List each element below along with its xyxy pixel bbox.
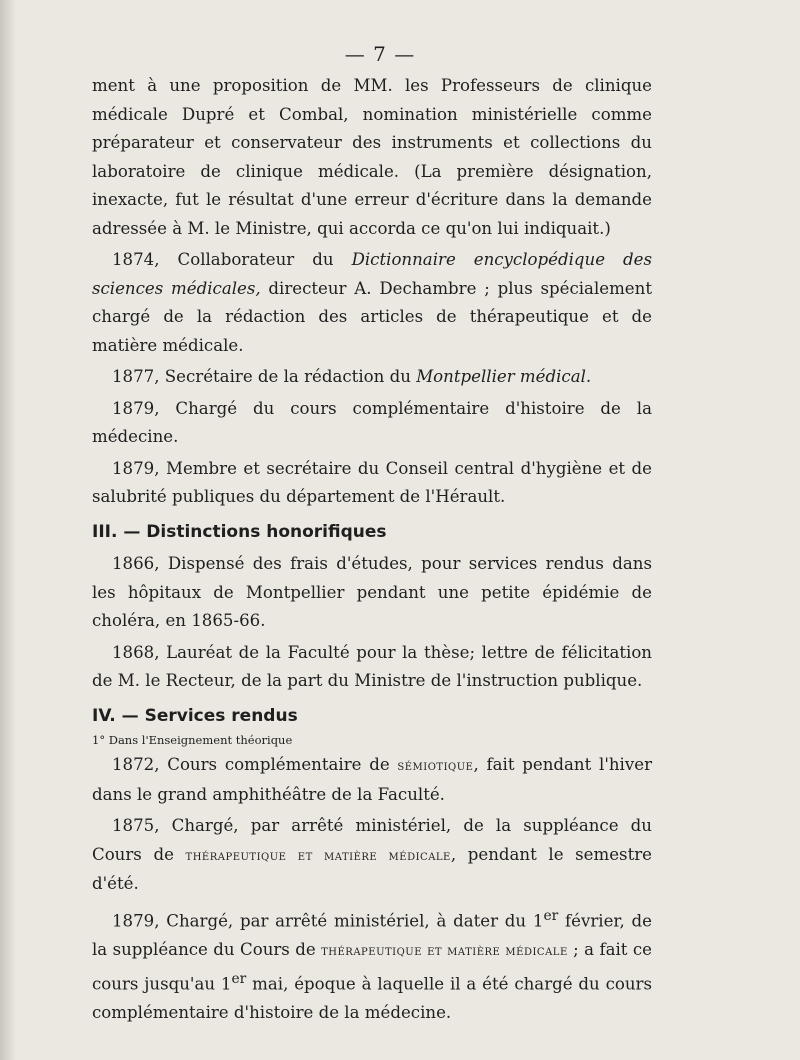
paragraph-1874: 1874, Collaborateur du Dictionnaire encyclopédique des sciences médicales, directeur A. Dechambre ; plus spécialement chargé de la rédaction des articles de thérapeutique et de matière médicale. — [92, 250, 652, 355]
dictionary-title: Dictionnaire encyclopédique des sciences médicales, — [92, 250, 652, 298]
journal-title: Montpellier médical. — [416, 367, 592, 386]
paragraph-1879-hygiene: 1879, Membre et secrétaire du Conseil central d'hygiène et de salubrité publiques du département de l'Hérault. — [92, 458, 652, 506]
paragraph-1877: 1877, Secrétaire de la rédaction du Montpellier médical. — [112, 367, 592, 386]
course-name-therapeutique: thérapeutique et matière médicale — [185, 847, 451, 864]
page-body — [92, 72, 652, 1028]
page-number: — 7 — — [344, 42, 416, 66]
paragraph-1868: 1868, Lauréat de la Faculté pour la thèse; lettre de félicitation de M. le Recteur, de la part du Ministre de l'instruction publique. — [92, 642, 652, 690]
paragraph-1879-history: 1879, Chargé du cours complémentaire d'histoire de la médecine. — [92, 398, 652, 446]
paragraph-continuation: ment à une proposition de MM. les Professeurs de clinique médicale Dupré et Combal, nomination ministérielle comme préparateur et conservateur des instruments et collections du laboratoire de clinique médicale. (La première désignation, inexacte, fut le résultat d'une erreur d'écriture dans la demande adressée à M. le Ministre, qui accorda ce qu'on lui indiquait.) — [92, 76, 652, 238]
paragraph-1872: 1872, Cours complémentaire de sémiotique, fait pendant l'hiver dans le grand amphithéâtre de la Faculté. — [92, 755, 652, 804]
course-name-semiotique: sémiotique — [397, 758, 474, 774]
paragraph-1866: 1866, Dispensé des frais d'études, pour services rendus dans les hôpitaux de Montpellier pendant une petite épidémie de choléra, en 1865-66. — [92, 554, 652, 630]
section-heading-services: IV. — Services rendus — [92, 705, 298, 726]
course-name-therapeutique-2: thérapeutique et matière médicale — [321, 942, 568, 959]
paragraph-1879-suppleance: 1879, Chargé, par arrêté ministériel, à dater du 1er février, de la suppléance du Cours de thérapeutique et matière médicale ; a fait ce cours jusqu'au 1er mai, époque à laquelle il a été chargé du cours complémentaire d'histoire de la médecine. — [92, 907, 653, 1023]
paragraph-1875: 1875, Chargé, par arrêté ministériel, de la suppléance du Cours de thérapeutique et matière médicale, pendant le semestre d'été. — [92, 816, 652, 893]
subsection-heading-teaching: 1° Dans l'Enseignement théorique — [92, 733, 293, 747]
section-heading-distinctions: III. — Distinctions honorifiques — [92, 521, 387, 542]
page-edge-shadow — [0, 0, 16, 1060]
